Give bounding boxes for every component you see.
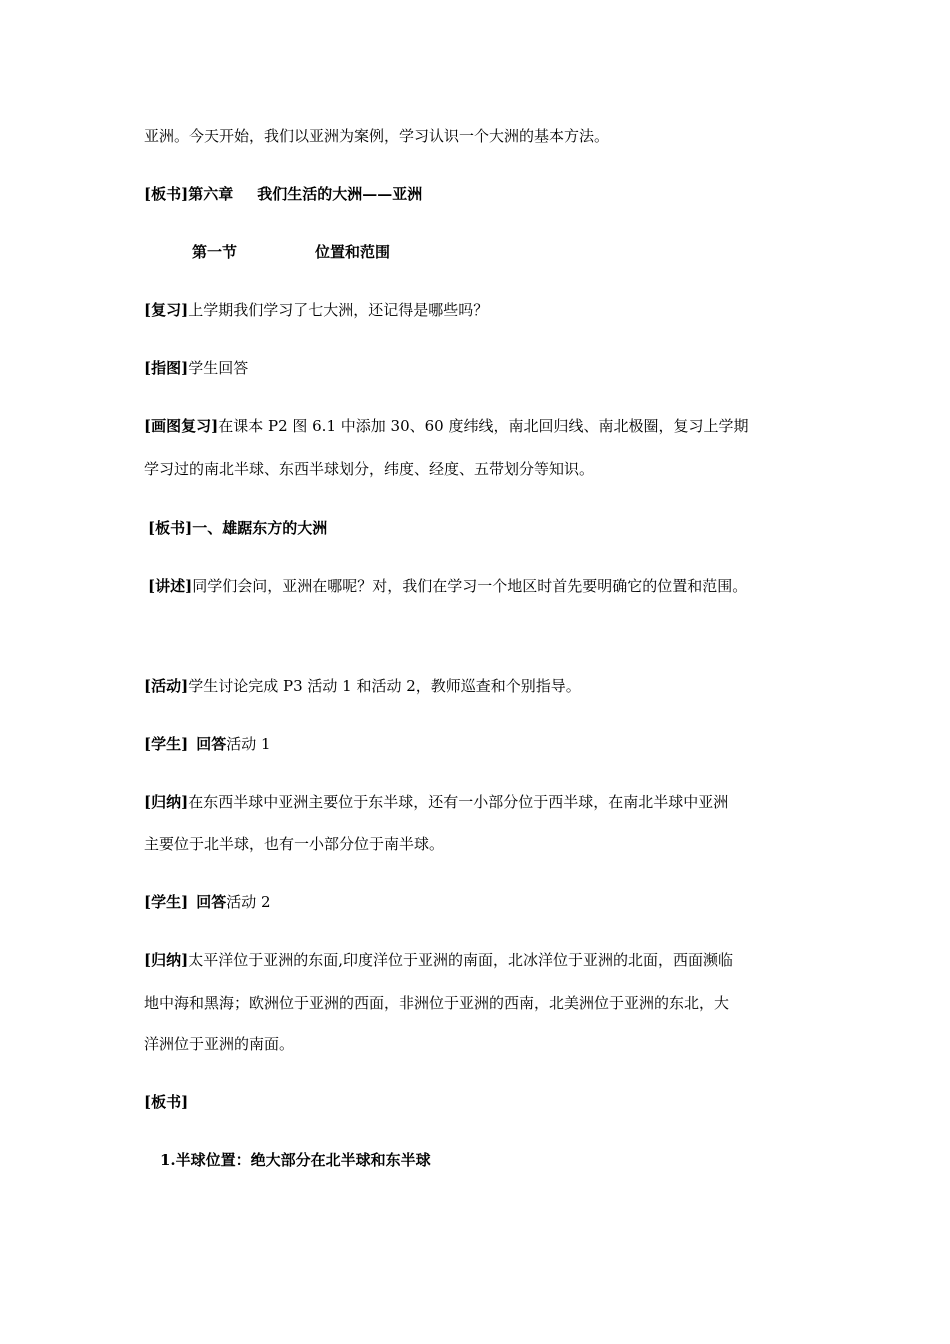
board-tag: [板书]	[144, 185, 189, 203]
board-heading-2	[144, 1092, 188, 1112]
review-line	[144, 300, 488, 320]
summary-line-2-continuation-2	[144, 1034, 294, 1054]
drawing-review-line	[144, 416, 748, 436]
board-heading-text: 一、雄踞东方的大洲	[192, 519, 328, 537]
drawing-review-continuation	[144, 459, 594, 479]
paragraph-intro-line	[144, 126, 609, 146]
summary-text-2: 主要位于北半球，也有一小部分位于南半球。	[144, 835, 445, 853]
activity-line	[144, 676, 581, 696]
summary-line-2	[144, 950, 733, 970]
summary-line-2-continuation	[144, 993, 729, 1013]
summary-tag: [归纳]	[144, 793, 189, 811]
answer-label: 回答	[196, 735, 227, 753]
activity-tag: [活动]	[144, 677, 189, 695]
summary-text: 太平洋位于亚洲的东面,印度洋位于亚洲的南面，北冰洋位于亚洲的北面，西面濒临	[188, 951, 733, 969]
summary-text: 在东西半球中亚洲主要位于东半球，还有一小部分位于西半球，在南北半球中亚洲	[188, 793, 729, 811]
board-tag: [板书]	[144, 1093, 189, 1111]
student-answer-2	[144, 892, 271, 912]
drawing-review-text-2: 学习过的南北半球、东西半球划分，纬度、经度、五带划分等知识。	[144, 460, 595, 478]
activity-text: 学生讨论完成 P3 活动 1 和活动 2，教师巡查和个别指导。	[188, 677, 581, 695]
point-map-text: 学生回答	[188, 359, 249, 377]
student-tag: [学生]	[144, 735, 189, 753]
hemisphere-position-item	[160, 1150, 431, 1170]
lecture-tag: [讲述]	[148, 577, 193, 595]
drawing-review-text: 在课本 P2 图 6.1 中添加 30、60 度纬线，南北回归线、南北极圈，复习上学期	[218, 417, 749, 435]
answer-activity: 活动 1	[226, 735, 271, 753]
point-map-tag: [指图]	[144, 359, 189, 377]
review-tag: [复习]	[144, 301, 189, 319]
chapter-title: 我们生活的大洲——亚洲	[257, 185, 423, 203]
chapter-number: 第六章	[188, 185, 234, 203]
board-tag: [板书]	[148, 519, 193, 537]
drawing-review-tag: [画图复习]	[144, 417, 219, 435]
point-map-line	[144, 358, 248, 378]
answer-activity: 活动 2	[226, 893, 271, 911]
summary-line-1-continuation	[144, 834, 444, 854]
board-heading-1	[148, 518, 327, 538]
hemisphere-position-text: 1.半球位置：绝大部分在北半球和东半球	[160, 1151, 431, 1169]
summary-text-2: 地中海和黑海；欧洲位于亚洲的西面，非洲位于亚洲的西南，北美洲位于亚洲的东北，大	[144, 994, 730, 1012]
section-number: 第一节	[192, 243, 238, 261]
review-text: 上学期我们学习了七大洲，还记得是哪些吗？	[188, 301, 489, 319]
summary-text-3: 洋洲位于亚洲的南面。	[144, 1035, 295, 1053]
student-answer-1	[144, 734, 271, 754]
student-tag: [学生]	[144, 893, 189, 911]
section-title: 位置和范围	[315, 243, 391, 261]
intro-text: 亚洲。今天开始，我们以亚洲为案例，学习认识一个大洲的基本方法。	[144, 127, 610, 145]
section-heading	[192, 242, 390, 262]
summary-tag: [归纳]	[144, 951, 189, 969]
lecture-text: 同学们会问，亚洲在哪呢？对，我们在学习一个地区时首先要明确它的位置和范围。	[192, 577, 748, 595]
chapter-heading	[144, 184, 422, 204]
summary-line-1	[144, 792, 728, 812]
answer-label: 回答	[196, 893, 227, 911]
lecture-line	[148, 576, 747, 596]
